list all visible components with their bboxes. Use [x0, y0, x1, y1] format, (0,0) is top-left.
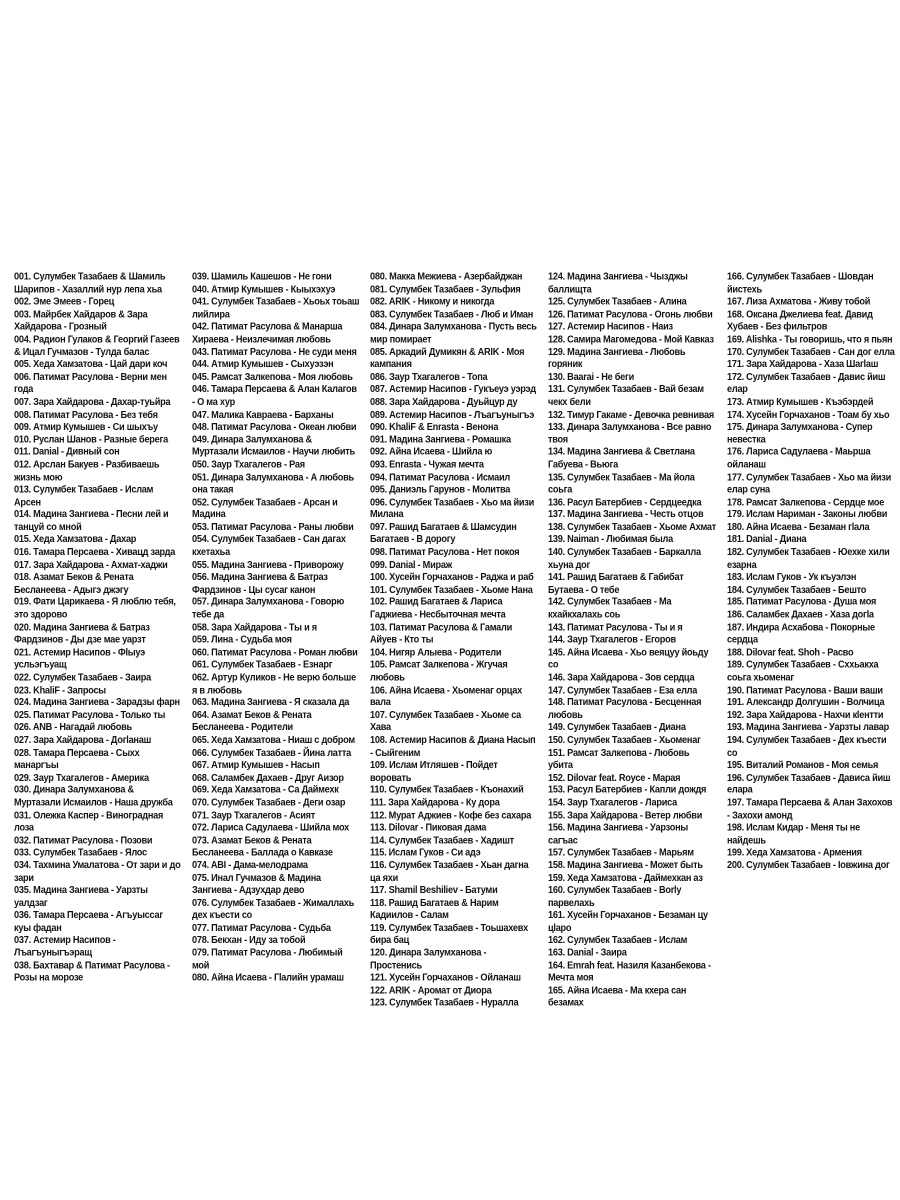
track-item: 167. Лиза Ахматова - Живу тобой: [727, 296, 871, 307]
track-item: 135. Сулумбек Тазабаев - Ма йола соьга: [548, 471, 695, 495]
track-item: 034. Тахмина Умалатова - От зари и до зари: [14, 859, 181, 883]
track-item: 144. Заур Тхагалегов - Егоров: [548, 634, 676, 645]
track-item: 166. Сулумбек Тазабаев - Шовдан йистехь: [727, 271, 874, 295]
track-item: 107. Сулумбек Тазабаев - Хьоме са Хава: [370, 709, 522, 733]
track-item: 186. Саламбек Дахаев - Хаза догlа: [727, 609, 874, 620]
track-item: 069. Хеда Хамзатова - Са Даймехк: [192, 784, 339, 796]
track-item: 191. Александр Долгушин - Волчица: [727, 696, 885, 708]
track-item: 110. Сулумбек Тазабаев - Къонахий: [370, 784, 524, 796]
track-item: 141. Рашид Багатаев & Габибат Бутаева - О тебе: [548, 571, 684, 595]
track-item: 184. Сулумбек Тазабаев - Бешто: [727, 584, 867, 595]
track-item: 033. Сулумбек Тазабаев - Ялос: [14, 846, 147, 858]
track-item: 057. Динара Залумханова - Говорю тебе да: [192, 596, 345, 620]
track-item: 029. Заур Тхагалегов - Америка: [14, 771, 149, 783]
track-item: 058. Зара Хайдарова - Ты и я: [192, 621, 317, 633]
track-item: 050. Заур Тхагалегов - Рая: [192, 458, 305, 470]
track-item: 114. Сулумбек Тазабаев - Хадишт: [370, 834, 514, 846]
track-item: 112. Мурат Аджиев - Кофе без сахара: [370, 809, 532, 821]
track-item: 056. Мадина Зангиева & Батраз Фардзинов - Цы сусаг канон: [192, 571, 328, 595]
tracklist-column-3: [370, 271, 538, 1010]
track-item: 093. Enrasta - Чужая мечта: [370, 458, 484, 470]
tracklist-column-4: [548, 271, 716, 1010]
track-item: 032. Патимат Расулова - Позови: [14, 834, 153, 846]
track-item: 079. Патимат Расулова - Любимый мой: [192, 947, 343, 971]
track-item: 024. Мадина Зангиева - Зарадзы фарн: [14, 696, 180, 708]
track-item: 020. Мадина Зангиева & Батраз Фардзинов - Ды дзе мае уарзт: [14, 621, 150, 645]
track-item: 174. Хусейн Горчаханов - Тоам бу хьо: [727, 408, 890, 420]
track-item: 100. Хусейн Горчаханов - Раджа и раб: [370, 571, 534, 583]
track-item: 081. Сулумбек Тазабаев - Зульфия: [370, 283, 521, 295]
track-item: 099. Danial - Мираж: [370, 558, 452, 570]
track-item: 116. Сулумбек Тазабаев - Хьан дагна ца яхи: [370, 859, 529, 883]
track-item: 090. KhaliF & Enrasta - Венона: [370, 421, 499, 433]
track-item: 053. Патимат Расулова - Раны любви: [192, 521, 354, 533]
track-item: 146. Зара Хайдарова - Зов сердца: [548, 671, 695, 683]
track-item: 126. Патимат Расулова - Огонь любви: [548, 308, 713, 320]
track-item: 047. Малика Кавраева - Барханы: [192, 408, 334, 420]
track-item: 048. Патимат Расулова - Океан любви: [192, 421, 357, 433]
track-item: 143. Патимат Расулова - Ты и я: [548, 621, 683, 633]
track-item: 025. Патимат Расулова - Только ты: [14, 709, 166, 721]
track-item: 036. Тамара Персаева - Агъуыссаг куы фадан: [14, 909, 163, 933]
track-item: 010. Руслан Шанов - Разные берега: [14, 433, 168, 445]
track-item: 002. Эме Эмеев - Горец: [14, 296, 115, 307]
track-item: 173. Атмир Кумышев - Къэбэрдей: [727, 396, 874, 408]
track-item: 044. Атмир Кумышев - Сыхуэзэн: [192, 358, 334, 370]
track-item: 175. Динара Залумханова - Супер невестка: [727, 421, 873, 445]
track-item: 137. Мадина Зангиева - Честь отцов: [548, 508, 704, 520]
track-item: 046. Тамара Персаева & Алан Калагов - О ма хур: [192, 383, 357, 408]
track-item: 136. Расул Батербиев - Сердцеедка: [548, 496, 702, 508]
track-item: 121. Хусейн Горчаханов - Ойланаш: [370, 972, 521, 983]
track-item: 059. Лина - Судьба моя: [192, 634, 292, 645]
track-item: 091. Мадина Зангиева - Ромашка: [370, 433, 511, 445]
track-item: 039. Шамиль Кашешов - Не гони: [192, 271, 332, 282]
track-item: 016. Тамара Персаева - Хивацд зарда: [14, 546, 176, 558]
track-item: 169. Alishka - Ты говоришь, что я пьян: [727, 333, 893, 345]
track-item: 101. Сулумбек Тазабаев - Хьоме Нана: [370, 584, 533, 595]
track-item: 198. Ислам Кидар - Меня ты не найдешь: [727, 821, 860, 846]
track-item: 119. Сулумбек Тазабаев - Тоьшахевх бира бац: [370, 922, 529, 946]
track-item: 125. Сулумбек Тазабаев - Алина: [548, 296, 687, 307]
track-item: 133. Динара Залумханова - Все равно твоя: [548, 421, 712, 445]
track-item: 012. Арслан Бакуев - Разбиваешь жизнь мою: [14, 458, 160, 483]
track-item: 019. Фати Царикаева - Я люблю тебя, это здорово: [14, 596, 176, 620]
track-item: 017. Зара Хайдарова - Ахмат-хаджи: [14, 558, 168, 570]
track-item: 164. Emrah feat. Назиля Казанбекова - Мечта моя: [548, 959, 711, 983]
track-item: 080. Айна Исаева - Гlалийн урамаш: [192, 972, 344, 983]
track-item: 009. Атмир Кумышев - Си шыхъу: [14, 421, 158, 433]
tracklist-column-2: [192, 271, 360, 985]
track-item: 156. Мадина Зангиева - Уарзоны сагъас: [548, 821, 688, 846]
track-item: 037. Астемир Насипов - Лъагъуныгъэращ: [14, 934, 116, 958]
track-item: 192. Зара Хайдарова - Нахчи кlентти: [727, 709, 884, 721]
track-item: 026. ANB - Нагадай любовь: [14, 721, 132, 733]
track-item: 117. Shamil Beshiliev - Батуми: [370, 884, 498, 896]
track-item: 182. Сулумбек Тазабаев - Юехке хили езарна: [727, 546, 890, 570]
track-item: 092. Айна Исаева - Шийла ю: [370, 446, 493, 458]
track-item: 076. Сулумбек Тазабаев - Жималлахь дех къести со: [192, 897, 355, 921]
track-item: 128. Самира Магомедова - Мой Кавказ: [548, 333, 714, 345]
track-item: 132. Тимур Гакаме - Девочка ревнивая: [548, 408, 714, 420]
track-item: 094. Патимат Расулова - Исмаил: [370, 471, 510, 483]
track-item: 011. Danial - Дивный сон: [14, 446, 120, 458]
track-item: 013. Сулумбек Тазабаев - Ислам Арсен: [14, 483, 154, 508]
track-item: 035. Мадина Зангиева - Уарзты уалдзаг: [14, 884, 148, 908]
track-item: 150. Сулумбек Тазабаев - Хьоменаг: [548, 734, 701, 746]
track-item: 140. Сулумбек Тазабаев - Баркалла хьуна дог: [548, 546, 701, 570]
track-item: 043. Патимат Расулова - Не суди меня: [192, 346, 357, 357]
track-item: 153. Расул Батербиев - Капли дождя: [548, 784, 707, 796]
track-item: 105. Рамсат Залкепова - Жгучая любовь: [370, 659, 508, 683]
track-item: 062. Артур Куликов - Не верю больше я в любовь: [192, 671, 356, 696]
track-item: 172. Сулумбек Тазабаев - Давис йиш елар: [727, 371, 886, 395]
track-item: 066. Сулумбек Тазабаев - Йина латта: [192, 746, 352, 758]
track-item: 120. Динара Залумханова - Простенись: [370, 947, 487, 971]
track-item: 165. Айна Исаева - Ма кхера сан безамах: [548, 984, 687, 1009]
track-item: 149. Сулумбек Тазабаев - Диана: [548, 721, 686, 733]
track-item: 001. Сулумбек Тазабаев & Шамиль Шарипов - Хазаллий нур лепа хьа: [14, 271, 166, 295]
track-item: 023. KhaliF - Запросы: [14, 684, 106, 696]
track-item: 181. Danial - Диана: [727, 533, 807, 545]
track-item: 187. Индира Асхабова - Покорные сердца: [727, 621, 875, 645]
track-item: 045. Рамсат Залкепова - Моя любовь: [192, 371, 353, 382]
track-item: 089. Астемир Насипов - Лъагъуныгъэ: [370, 408, 535, 420]
track-item: 038. Бахтавар & Патимат Расулова - Розы на морозе: [14, 959, 170, 983]
track-item: 163. Danial - Заира: [548, 947, 627, 958]
track-item: 179. Ислам Нариман - Законы любви: [727, 508, 888, 520]
track-item: 183. Ислам Гуков - Ук къуэлэн: [727, 571, 857, 583]
track-item: 014. Мадина Зангиева - Песни лей и танцуй со мной: [14, 508, 169, 533]
track-item: 040. Атмир Кумышев - Кыыхэхуэ: [192, 283, 336, 295]
track-item: 097. Рашид Багатаев & Шамсудин Багатаев - В дорогу: [370, 521, 517, 545]
track-item: 095. Даниэль Гарунов - Молитва: [370, 483, 511, 495]
track-item: 084. Динара Залумханова - Пусть весь мир помирает: [370, 321, 537, 345]
track-item: 109. Ислам Итляшев - Пойдет воровать: [370, 759, 498, 783]
track-item: 078. Бекхан - Иду за тобой: [192, 934, 306, 946]
track-item: 134. Мадина Зангиева & Светлана Габуева - Вьюга: [548, 446, 695, 470]
track-item: 064. Азамат Беков & Рената Бесланеева - Родители: [192, 709, 312, 733]
track-item: 160. Сулумбек Тазабаев - Воrlу парвелахь: [548, 884, 682, 908]
track-item: 061. Сулумбек Тазабаев - Езнарг: [192, 659, 333, 670]
track-item: 071. Заур Тхагалегов - Асият: [192, 809, 315, 821]
track-item: 049. Динара Залумханова & Муртазали Исмаилов - Научи любить: [192, 433, 355, 458]
track-item: 152. Dilovar feat. Royce - Марая: [548, 771, 681, 783]
track-item: 060. Патимат Расулова - Роман любви: [192, 646, 358, 658]
track-item: 007. Зара Хайдарова - Дахар-туьйра: [14, 396, 171, 408]
track-item: 106. Айна Исаева - Хьоменаг орцах вала: [370, 684, 522, 708]
track-item: 122. ARIK - Аромат от Диора: [370, 984, 492, 996]
track-item: 154. Заур Тхагалегов - Лариса: [548, 796, 677, 808]
track-item: 159. Хеда Хамзатова - Даймехкан аз: [548, 872, 703, 883]
track-item: 195. Виталий Романов - Моя семья: [727, 759, 879, 771]
track-item: 102. Рашид Багатаев & Лариса Гаджиева - Несбыточная мечта: [370, 596, 506, 620]
track-item: 147. Сулумбек Тазабаев - Еза елла: [548, 684, 698, 696]
track-item: 074. ABI - Дама-мелодрама: [192, 859, 308, 871]
track-item: 123. Сулумбек Тазабаев - Нуралла: [370, 997, 519, 1009]
track-item: 157. Сулумбек Тазабаев - Марьям: [548, 846, 694, 858]
track-item: 129. Мадина Зангиева - Любовь горяник: [548, 346, 686, 370]
track-item: 130. Baarai - Не беги: [548, 371, 634, 382]
track-item: 087. Астемир Насипов - Гукъеуэ уэрэд: [370, 383, 536, 395]
track-item: 052. Сулумбек Тазабаев - Арсан и Мадина: [192, 496, 338, 520]
track-item: 027. Зара Хайдарова - Догlанаш: [14, 734, 152, 746]
track-item: 196. Сулумбек Тазабаев - Дависа йиш елара: [727, 771, 891, 796]
track-item: 104. Нигяр Алыева - Родители: [370, 646, 502, 658]
track-item: 065. Хеда Хамзатова - Ниаш с добром: [192, 734, 355, 746]
track-item: 151. Рамсат Залкепова - Любовь убита: [548, 746, 690, 771]
track-item: 022. Сулумбек Тазабаев - Заира: [14, 671, 151, 683]
track-item: 080. Макка Межиева - Азербайджан: [370, 271, 523, 282]
track-item: 042. Патимат Расулова & Манарша Хираева - Неизлечимая любовь: [192, 321, 343, 345]
track-item: 180. Айна Исаева - Безаман гlала: [727, 521, 870, 533]
track-item: 189. Сулумбек Тазабаев - Сххьакха соьга хьоменаг: [727, 659, 879, 683]
track-item: 077. Патимат Расулова - Судьба: [192, 922, 331, 933]
tracklist-column-1: [14, 271, 182, 985]
track-item: 113. Dilovar - Пиковая дама: [370, 821, 487, 833]
track-item: 103. Патимат Расулова & Гамали Айуев - Кто ты: [370, 621, 513, 645]
track-item: 098. Патимат Расулова - Нет покоя: [370, 546, 520, 558]
track-item: 063. Мадина Зангиева - Я сказала да: [192, 696, 350, 708]
track-item: 003. Майрбек Хайдаров & Зара Хайдарова - Грозный: [14, 308, 148, 332]
track-item: 082. ARIK - Никому и никогда: [370, 296, 495, 307]
track-item: 124. Мадина Зангиева - Чызджы баллищта: [548, 271, 688, 295]
track-item: 155. Зара Хайдарова - Ветер любви: [548, 809, 703, 821]
track-item: 127. Астемир Насипов - Наиз: [548, 321, 673, 332]
tracklist-column-5: [727, 271, 895, 872]
track-item: 111. Зара Хайдарова - Ку дора: [370, 796, 500, 808]
track-item: 028. Тамара Персаева - Сыхх манаргъы: [14, 746, 140, 771]
track-item: 041. Сулумбек Тазабаев - Хьоьх тоьаш лийлира: [192, 296, 360, 320]
track-item: 197. Тамара Персаева & Алан Захохов - Захохи амонд: [727, 796, 893, 821]
track-item: 085. Аркадий Думикян & ARIK - Моя кампания: [370, 346, 525, 370]
track-item: 148. Патимат Расулова - Бесценная любовь: [548, 696, 702, 721]
track-item: 005. Хеда Хамзатова - Цай дари коч: [14, 358, 168, 370]
track-item: 083. Сулумбек Тазабаев - Люб и Иман: [370, 308, 534, 320]
track-item: 015. Хеда Хамзатова - Дахар: [14, 533, 137, 545]
track-item: 072. Лариса Садулаева - Шийла мох: [192, 821, 349, 833]
track-item: 138. Сулумбек Тазабаев - Хьоме Ахмат: [548, 521, 716, 533]
track-item: 006. Патимат Расулова - Верни мен года: [14, 371, 167, 395]
track-item: 193. Мадина Зангиева - Уарзты лавар: [727, 721, 890, 733]
track-item: 139. Naiman - Любимая была: [548, 533, 673, 545]
track-item: 200. Сулумбек Тазабаев - Iовжина дог: [727, 859, 890, 871]
track-item: 185. Патимат Расулова - Душа моя: [727, 596, 877, 608]
track-item: 004. Радион Гулаков & Георгий Газеев & Ицал Гучмазов - Тулда балас: [14, 333, 180, 357]
track-item: 118. Рашид Багатаев & Нарим Кадиилов - Салам: [370, 897, 499, 921]
track-item: 031. Олежка Каспер - Виноградная лоза: [14, 809, 164, 833]
track-item: 161. Хусейн Горчаханов - Безаман цу цlаро: [548, 909, 708, 933]
track-item: 108. Астемир Насипов & Диана Насып - Сыйгеним: [370, 734, 536, 758]
track-item: 142. Сулумбек Тазабаев - Ма кхайкхалахь соь: [548, 596, 672, 620]
track-item: 190. Патимат Расулова - Ваши ваши: [727, 684, 883, 696]
track-item: 131. Сулумбек Тазабаев - Вай безам чекх бели: [548, 383, 704, 408]
track-item: 067. Атмир Кумышев - Насып: [192, 759, 320, 771]
track-item: 073. Азамат Беков & Рената Бесланеева - Баллада о Кавказе: [192, 834, 333, 858]
track-item: 194. Сулумбек Тазабаев - Дех къести со: [727, 734, 887, 758]
track-item: 018. Азамат Беков & Рената Бесланеева - Адыгэ джэгу: [14, 571, 134, 595]
track-item: 051. Динара Залумханова - А любовь она такая: [192, 471, 354, 495]
track-item: 021. Астемир Насипов - Фlыуэ усльэгъуащ: [14, 646, 145, 670]
track-item: 178. Рамсат Залкепова - Сердце мое: [727, 496, 885, 508]
track-item: 075. Инал Гучмазов & Мадина Зангиева - Адзухдар дево: [192, 872, 321, 896]
track-item: 199. Хеда Хамзатова - Армения: [727, 846, 862, 858]
track-item: 008. Патимат Расулова - Без тебя: [14, 408, 158, 420]
track-item: 055. Мадина Зангиева - Приворожу: [192, 558, 344, 570]
track-item: 115. Ислам Гуков - Си адэ: [370, 846, 481, 858]
track-item: 177. Сулумбек Тазабаев - Хьо ма йизи елар суна: [727, 471, 892, 495]
track-item: 030. Динара Залумханова & Муртазали Исмаилов - Наша дружба: [14, 784, 173, 808]
track-item: 145. Айна Исаева - Хьо веяцуу йоьду со: [548, 646, 709, 670]
track-item: 176. Лариса Садулаева - Маьрша ойланаш: [727, 446, 871, 470]
track-item: 054. Сулумбек Тазабаев - Сан дагах кхетахьа: [192, 533, 346, 558]
track-item: 171. Зара Хайдарова - Хаза Шагlаш: [727, 358, 879, 370]
track-item: 168. Оксана Джелиева feat. Давид Хубаев - Без фильтров: [727, 308, 873, 332]
track-item: 070. Сулумбек Тазабаев - Деги озар: [192, 796, 346, 808]
track-item: 158. Мадина Зангиева - Может быть: [548, 859, 703, 871]
track-item: 162. Сулумбек Тазабаев - Ислам: [548, 934, 688, 946]
track-item: 068. Саламбек Дахаев - Друг Аизор: [192, 771, 344, 783]
track-item: 086. Заур Тхагалегов - Топа: [370, 371, 488, 382]
track-item: 170. Сулумбек Тазабаев - Сан дог елла: [727, 346, 895, 357]
track-item: 188. Dilovar feat. Shoh - Расво: [727, 646, 854, 658]
track-item: 096. Сулумбек Тазабаев - Хьо ма йизи Милана: [370, 496, 535, 520]
track-item: 088. Зара Хайдарова - Дуьйцур ду: [370, 396, 518, 408]
